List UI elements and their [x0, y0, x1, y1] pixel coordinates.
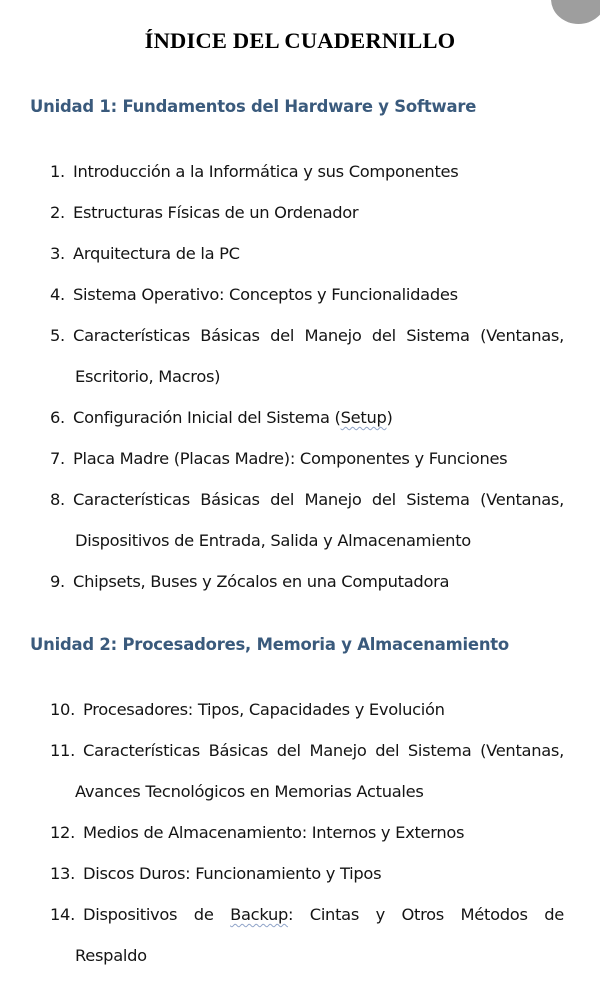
list-item [50, 739, 564, 821]
item-number: 11. [50, 741, 75, 760]
item-text-continuation: Respaldo [75, 946, 147, 965]
item-number: 3. [50, 244, 65, 263]
item-text: Discos Duros: Funcionamiento y Tipos [83, 864, 382, 883]
item-text-continuation: Escritorio, Macros) [75, 367, 221, 386]
document-title: ÍNDICE DEL CUADERNILLO [144, 28, 456, 53]
unit-1-heading: Unidad 1: Fundamentos del Hardware y Software [30, 97, 477, 116]
item-text: Estructuras Físicas de un Ordenador [73, 203, 359, 222]
corner-circle-button[interactable] [551, 0, 600, 24]
item-number: 1. [50, 162, 65, 181]
item-text: Arquitectura de la PC [73, 244, 240, 263]
item-number: 4. [50, 285, 65, 304]
item-number: 12. [50, 823, 75, 842]
item-text-continuation: Avances Tecnológicos en Memorias Actuales [75, 782, 424, 801]
list-item [50, 242, 564, 283]
list-item [50, 160, 564, 201]
list-item [50, 570, 564, 611]
item-number: 14. [50, 905, 75, 924]
spellcheck-mark: Setup [340, 408, 387, 427]
list-item [50, 324, 564, 406]
list-item [50, 488, 564, 570]
list-item [50, 283, 564, 324]
item-text: Medios de Almacenamiento: Internos y Externos [83, 823, 465, 842]
list-item [50, 821, 564, 862]
item-text: Características Básicas del Manejo del Sistema (Ventanas, [83, 741, 564, 760]
item-text: Configuración Inicial del Sistema (Setup) [73, 408, 393, 427]
item-number: 2. [50, 203, 65, 222]
spellcheck-mark: Backup [230, 905, 289, 924]
item-text: Características Básicas del Manejo del Sistema (Ventanas, [73, 490, 564, 509]
list-item [50, 406, 564, 447]
list-item [50, 698, 564, 739]
item-text: Características Básicas del Manejo del Sistema (Ventanas, [73, 326, 564, 345]
item-text-continuation: Dispositivos de Entrada, Salida y Almacenamiento [75, 531, 471, 550]
unit-2-heading: Unidad 2: Procesadores, Memoria y Almacenamiento [30, 635, 509, 654]
list-item [50, 862, 564, 903]
item-text: Sistema Operativo: Conceptos y Funcionalidades [73, 285, 458, 304]
item-number: 10. [50, 700, 75, 719]
item-text: Chipsets, Buses y Zócalos en una Computadora [73, 572, 450, 591]
item-number: 7. [50, 449, 65, 468]
item-number: 8. [50, 490, 65, 509]
list-item [50, 447, 564, 488]
item-number: 9. [50, 572, 65, 591]
item-text: Placa Madre (Placas Madre): Componentes y Funciones [73, 449, 508, 468]
list-item [50, 201, 564, 242]
list-item [50, 903, 564, 985]
item-text: Dispositivos de Backup: Cintas y Otros Métodos de [83, 905, 564, 924]
item-text: Procesadores: Tipos, Capacidades y Evolución [83, 700, 445, 719]
item-number: 13. [50, 864, 75, 883]
item-number: 5. [50, 326, 65, 345]
item-number: 6. [50, 408, 65, 427]
item-text: Introducción a la Informática y sus Componentes [73, 162, 459, 181]
